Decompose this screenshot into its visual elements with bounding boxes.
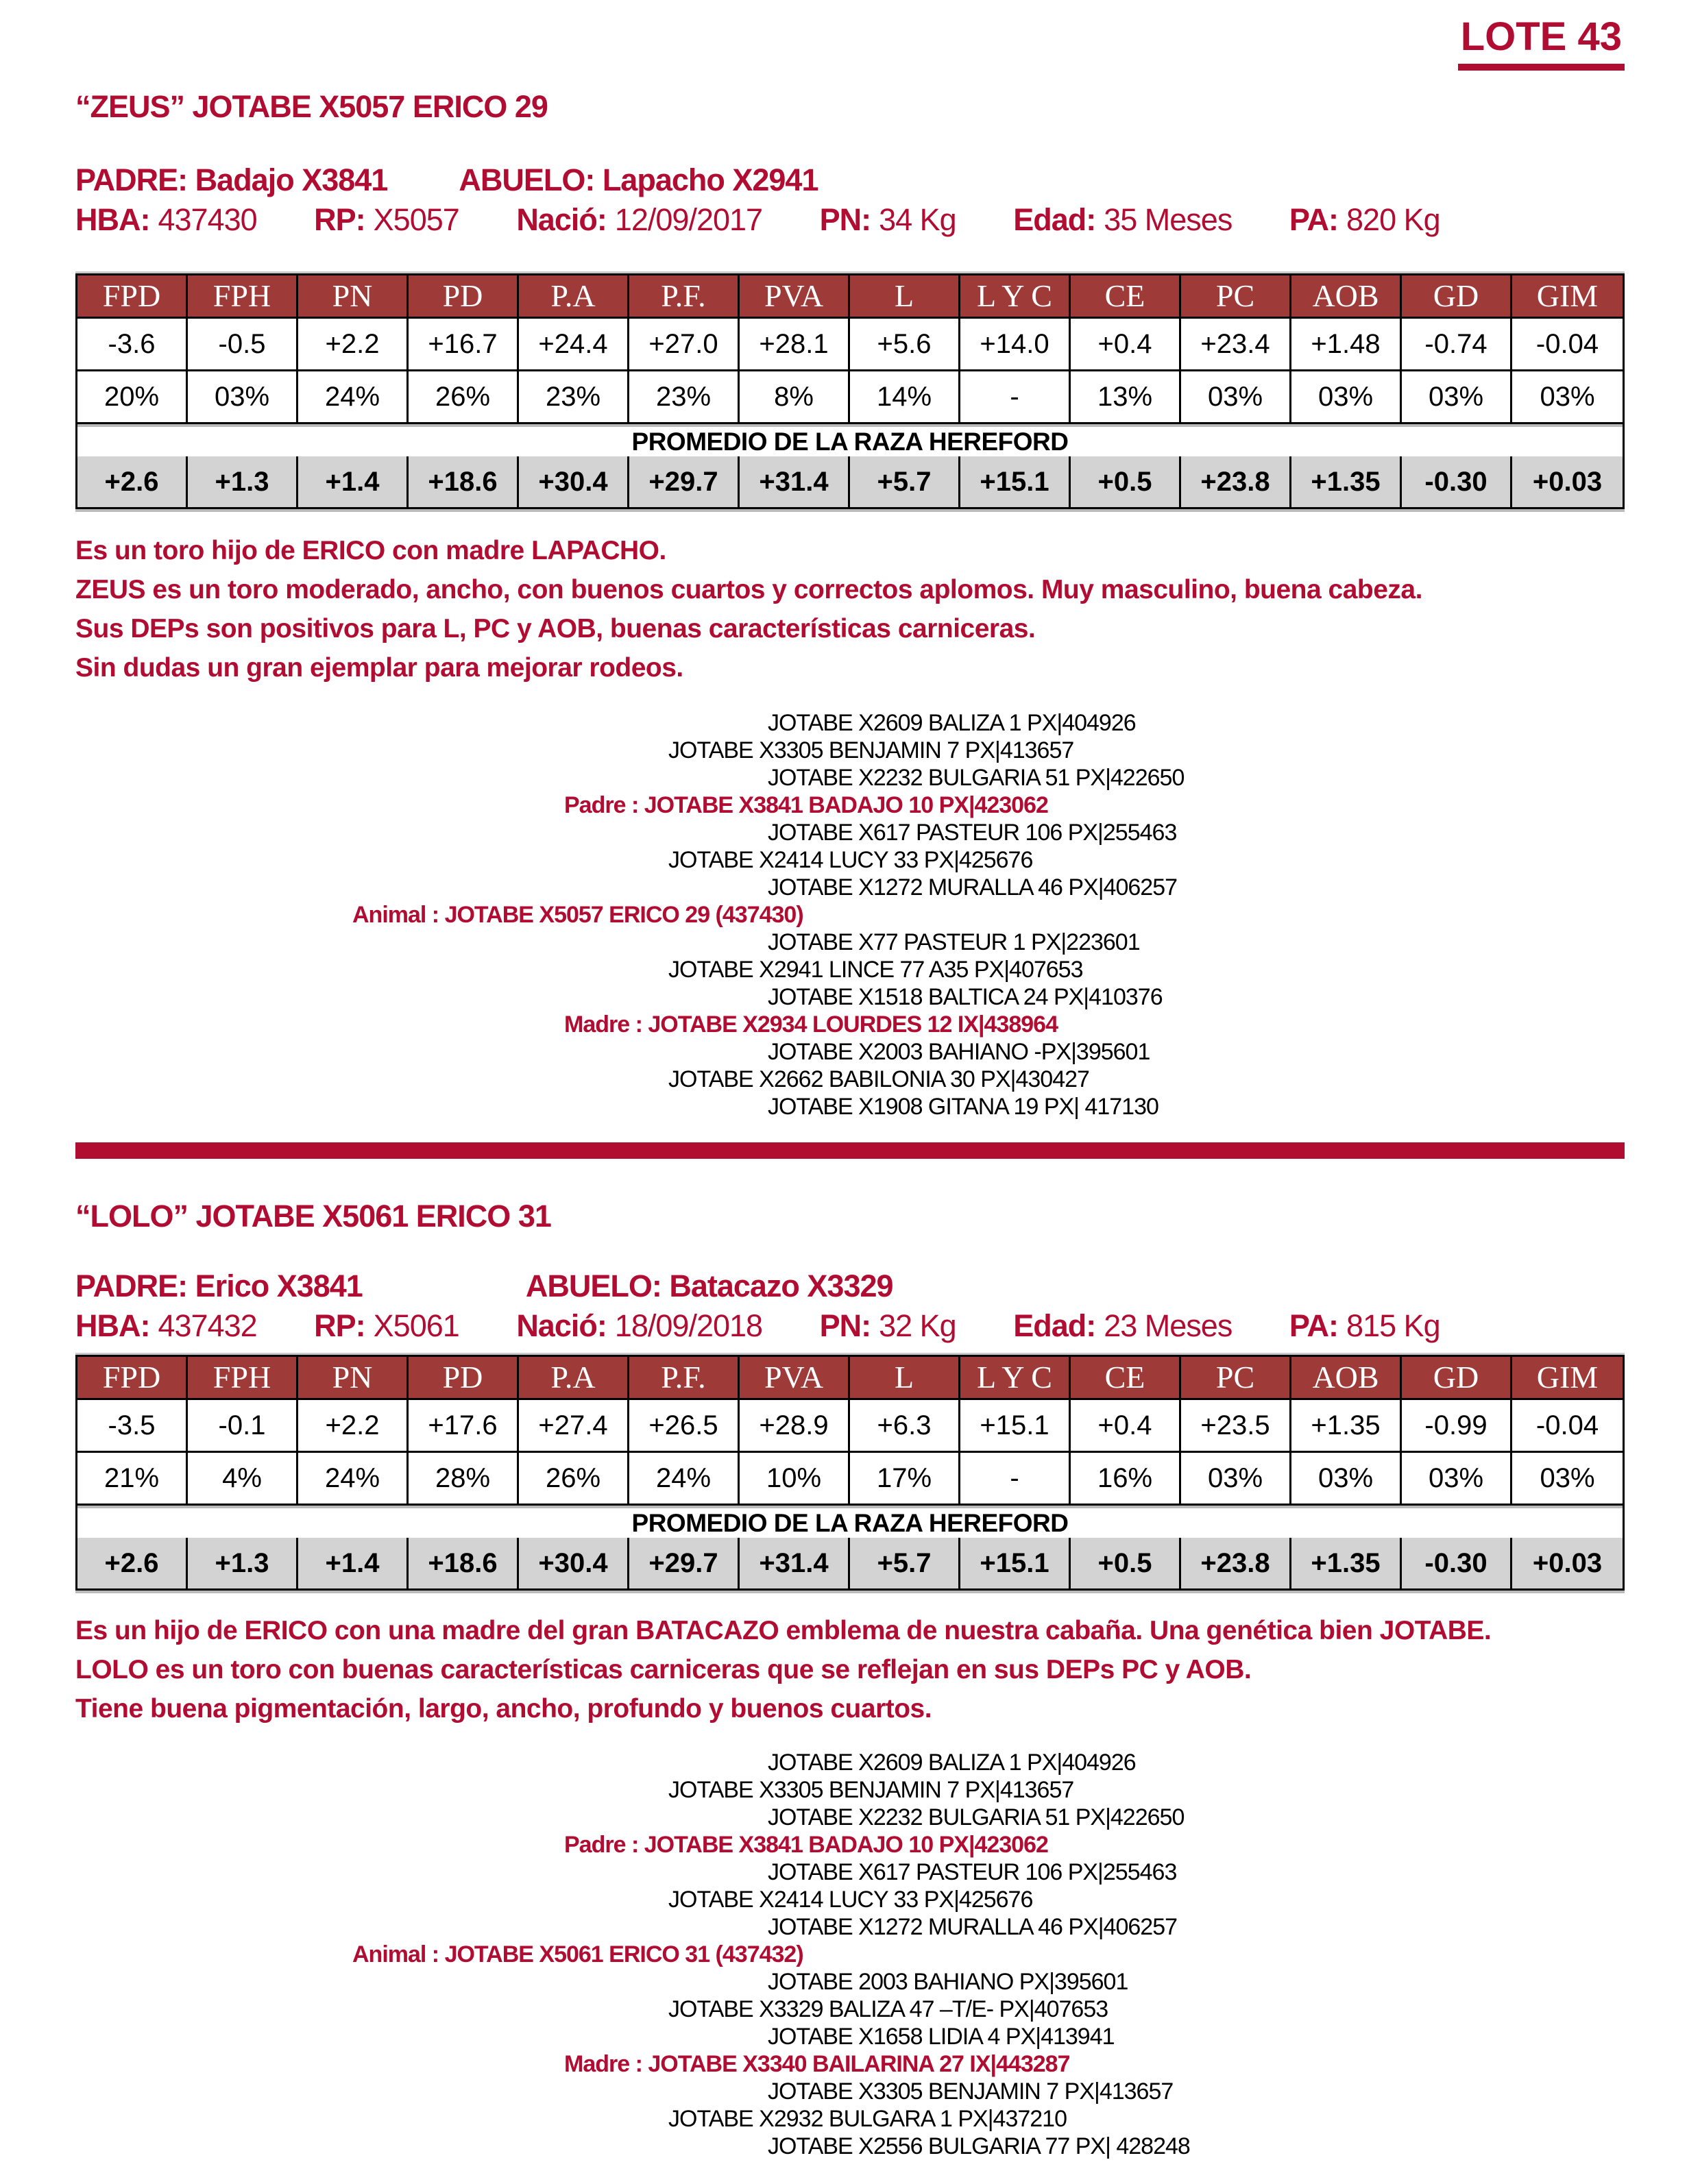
column-header: GD [1402, 1357, 1512, 1398]
dep-value: +6.3 [850, 1400, 960, 1451]
animal-name-heading: “LOLO” JOTABE X5061 ERICO 31 [75, 1199, 551, 1234]
column-header: GIM [1512, 275, 1623, 317]
pedigree-line: JOTABE X3305 BENJAMIN 7 PX|413657 [668, 737, 1074, 763]
pn-value: 32 Kg [879, 1308, 956, 1343]
info-pair-nacio [516, 1308, 762, 1343]
accuracy-value: 03% [1402, 1453, 1512, 1504]
pa-label: PA: [1289, 1308, 1339, 1343]
accuracy-value: 03% [1181, 1453, 1291, 1504]
promedio-value: +1.35 [1291, 456, 1402, 507]
dep-value: -0.1 [188, 1400, 298, 1451]
pa-value: 815 Kg [1346, 1308, 1440, 1343]
dep-value: -0.04 [1535, 1410, 1599, 1440]
promedio-value: +0.03 [1512, 1538, 1623, 1588]
column-header: CE [1071, 1357, 1181, 1398]
column-header: FPD [77, 1357, 188, 1398]
pedigree-line: JOTABE X1658 LIDIA 4 PX|413941 [768, 2024, 1115, 2050]
column-header: P.A [519, 1357, 629, 1398]
pa-label: PA: [1289, 202, 1339, 237]
dep-value: -0.99 [1402, 1400, 1512, 1451]
column-header: PC [1181, 1357, 1291, 1398]
dep-value: +2.2 [298, 1400, 409, 1451]
hba-label: HBA: [75, 202, 150, 237]
column-header: PN [298, 275, 409, 317]
dep-table [75, 1355, 1625, 1591]
accuracy-value: 24% [298, 371, 409, 422]
info-pair-hba [75, 202, 257, 237]
accuracy-value: 13% [1071, 371, 1181, 422]
info-pair-pn [820, 202, 956, 237]
column-header: FPD [77, 275, 188, 317]
edad-value: 23 Meses [1104, 1308, 1232, 1343]
info-pair-hba [75, 1308, 257, 1343]
dep-value: +26.5 [629, 1400, 740, 1451]
pedigree-line: Animal : JOTABE X5061 ERICO 31 (437432) [352, 1941, 803, 1967]
accuracy-value: 17% [850, 1453, 960, 1504]
column-header: FPH [188, 1357, 298, 1398]
description-line: Es un hijo de ERICO con una madre del gran BATACAZO emblema de nuestra cabaña. Una genética bien JOTABE. [75, 1616, 1492, 1645]
nacio-label: Nació: [516, 202, 607, 237]
promedio-value: +2.6 [77, 456, 188, 507]
dep-value: +1.48 [1291, 319, 1402, 369]
accuracy-value: 20% [77, 371, 188, 422]
parent-line [75, 162, 1625, 198]
accuracy-value: 23% [519, 371, 629, 422]
column-header: PVA [740, 1357, 850, 1398]
pedigree-line: JOTABE X2414 LUCY 33 PX|425676 [668, 1887, 1033, 1913]
column-header: PD [409, 275, 519, 317]
accuracy-value: 10% [740, 1453, 850, 1504]
dep-value: +27.0 [629, 319, 740, 369]
promedio-value: +31.4 [740, 1538, 850, 1588]
pedigree-line: JOTABE X77 PASTEUR 1 PX|223601 [768, 929, 1140, 955]
promedio-value: +23.8 [1181, 1538, 1291, 1588]
promedio-value: +5.7 [850, 456, 960, 507]
lot-number-title: LOTE 43 [1458, 14, 1625, 71]
promedio-value: +1.4 [298, 1538, 409, 1588]
promedio-title: PROMEDIO DE LA RAZA HEREFORD [75, 424, 1625, 456]
pn-label: PN: [819, 1308, 871, 1343]
pedigree-line: JOTABE X2932 BULGARA 1 PX|437210 [668, 2106, 1067, 2132]
promedio-value: +1.35 [1291, 1538, 1402, 1588]
column-header: L Y C [960, 1357, 1071, 1398]
info-pair-pa [1289, 202, 1440, 237]
promedio-values-row [75, 456, 1625, 509]
pedigree-line: JOTABE X2662 BABILONIA 30 PX|430427 [668, 1066, 1089, 1092]
column-header: AOB [1291, 1357, 1402, 1398]
pedigree-line: JOTABE X3329 BALIZA 47 –T/E- PX|407653 [668, 1996, 1108, 2022]
dep-value: +24.4 [519, 319, 629, 369]
promedio-value: -0.30 [1402, 1538, 1512, 1588]
rp-label: RP: [314, 1308, 365, 1343]
hba-value: 437430 [158, 202, 257, 237]
section-divider-bar [75, 1142, 1625, 1159]
animal-name-heading: “ZEUS” JOTABE X5057 ERICO 29 [75, 89, 548, 124]
promedio-value: +0.03 [1512, 456, 1623, 507]
padre-text: PADRE: Erico X3841 [75, 1268, 363, 1303]
dep-value: +27.4 [519, 1400, 629, 1451]
dep-value: +16.7 [409, 319, 519, 369]
dep-value: +23.5 [1181, 1400, 1291, 1451]
parent-line [75, 1268, 1625, 1304]
promedio-value: +0.5 [1071, 456, 1181, 507]
pedigree-line: Madre : JOTABE X2934 LOURDES 12 IX|438964 [564, 1011, 1058, 1038]
pedigree-line: JOTABE X1272 MURALLA 46 PX|406257 [768, 874, 1178, 900]
description-line: Sin dudas un gran ejemplar para mejorar rodeos. [75, 653, 683, 683]
pedigree-line: JOTABE X2232 BULGARIA 51 PX|422650 [768, 765, 1185, 791]
dep-value: +17.6 [409, 1400, 519, 1451]
pedigree-line: JOTABE X617 PASTEUR 106 PX|255463 [768, 1859, 1177, 1885]
hba-value: 437432 [158, 1308, 257, 1343]
animal-section-zeus [75, 89, 1625, 1120]
promedio-title: PROMEDIO DE LA RAZA HEREFORD [75, 1506, 1625, 1538]
pedigree-block [75, 709, 1625, 1120]
pedigree-line: JOTABE X2941 LINCE 77 A35 PX|407653 [668, 957, 1083, 983]
info-pair-edad [1013, 1308, 1232, 1343]
column-header: P.F. [629, 275, 740, 317]
info-pair-rp [314, 1308, 459, 1343]
info-pair-nacio [516, 202, 762, 237]
promedio-value: +31.4 [740, 456, 850, 507]
accuracy-value: 03% [1540, 382, 1595, 412]
accuracy-value: 21% [77, 1453, 188, 1504]
description-line: Es un toro hijo de ERICO con madre LAPACHO. [75, 536, 666, 565]
promedio-value: +30.4 [519, 1538, 629, 1588]
info-pair-pn [820, 1308, 956, 1343]
accuracy-values-row [75, 371, 1625, 424]
dep-value: -3.6 [77, 319, 188, 369]
promedio-value: +15.1 [960, 1538, 1071, 1588]
promedio-value: +1.3 [188, 456, 298, 507]
animal-section-lolo [75, 1199, 1625, 2160]
dep-value: -0.74 [1402, 319, 1512, 369]
pedigree-block [75, 1749, 1625, 2160]
accuracy-value: 26% [409, 371, 519, 422]
info-line [75, 1308, 1625, 1344]
accuracy-value: 26% [519, 1453, 629, 1504]
dep-value: +1.35 [1291, 1400, 1402, 1451]
accuracy-value: 03% [1402, 371, 1512, 422]
accuracy-value: 03% [1540, 1463, 1595, 1493]
accuracy-value: 28% [409, 1453, 519, 1504]
dep-value: -3.5 [77, 1400, 188, 1451]
accuracy-value: 03% [1291, 371, 1402, 422]
pedigree-line: Animal : JOTABE X5057 ERICO 29 (437430) [352, 902, 803, 928]
info-pair-pa [1289, 1308, 1440, 1343]
pn-value: 34 Kg [879, 202, 956, 237]
column-header: GIM [1512, 1357, 1623, 1398]
accuracy-value: - [960, 371, 1071, 422]
dep-value: +28.9 [740, 1400, 850, 1451]
dep-value: +23.4 [1181, 319, 1291, 369]
promedio-value: +29.7 [629, 456, 740, 507]
column-header: PD [409, 1357, 519, 1398]
promedio-value: +30.4 [519, 456, 629, 507]
promedio-value: -0.30 [1402, 456, 1512, 507]
pedigree-line: JOTABE X2232 BULGARIA 51 PX|422650 [768, 1804, 1185, 1830]
info-pair-rp [314, 202, 459, 237]
accuracy-value: 8% [740, 371, 850, 422]
dep-value: +14.0 [960, 319, 1071, 369]
description-line: ZEUS es un toro moderado, ancho, con buenos cuartos y correctos aplomos. Muy masculino, buena cabeza. [75, 575, 1422, 604]
dep-table-header-row [75, 1355, 1625, 1400]
accuracy-value: 03% [1181, 371, 1291, 422]
pedigree-line: JOTABE X2003 BAHIANO -PX|395601 [768, 1039, 1150, 1065]
pa-value: 820 Kg [1346, 202, 1440, 237]
dep-value: +0.4 [1071, 319, 1181, 369]
pedigree-line: Padre : JOTABE X3841 BADAJO 10 PX|423062 [564, 1832, 1048, 1858]
description-line: LOLO es un toro con buenas características carniceras que se reflejan en sus DEPs PC y AOB. [75, 1655, 1252, 1684]
accuracy-value: 24% [298, 1453, 409, 1504]
column-header: FPH [188, 275, 298, 317]
edad-value: 35 Meses [1104, 202, 1232, 237]
accuracy-value: - [960, 1453, 1071, 1504]
accuracy-value: 03% [1291, 1453, 1402, 1504]
column-header: PVA [740, 275, 850, 317]
rp-value: X5057 [373, 202, 459, 237]
pedigree-line: JOTABE X617 PASTEUR 106 PX|255463 [768, 820, 1177, 846]
pedigree-line: JOTABE X2414 LUCY 33 PX|425676 [668, 847, 1033, 873]
description-block [75, 1611, 1625, 1728]
edad-label: Edad: [1013, 1308, 1096, 1343]
dep-value: +15.1 [960, 1400, 1071, 1451]
dep-table [75, 273, 1625, 509]
hba-label: HBA: [75, 1308, 150, 1343]
dep-value: +28.1 [740, 319, 850, 369]
dep-value: -0.5 [188, 319, 298, 369]
column-header: GD [1402, 275, 1512, 317]
info-pair-edad [1013, 202, 1232, 237]
column-header: P.F. [629, 1357, 740, 1398]
pedigree-line: Madre : JOTABE X3340 BAILARINA 27 IX|443287 [564, 2051, 1070, 2077]
dep-value: -0.04 [1535, 329, 1599, 359]
rp-label: RP: [314, 202, 365, 237]
column-header: AOB [1291, 275, 1402, 317]
accuracy-value: 16% [1071, 1453, 1181, 1504]
accuracy-value: 14% [850, 371, 960, 422]
accuracy-value: 23% [629, 371, 740, 422]
promedio-value: +5.7 [850, 1538, 960, 1588]
column-header: L Y C [960, 275, 1071, 317]
promedio-value: +18.6 [409, 1538, 519, 1588]
promedio-value: +1.3 [188, 1538, 298, 1588]
dep-value: +5.6 [850, 319, 960, 369]
lot-header [75, 14, 1625, 73]
promedio-value: +23.8 [1181, 456, 1291, 507]
edad-label: Edad: [1013, 202, 1096, 237]
column-header: PN [298, 1357, 409, 1398]
pedigree-line: JOTABE X2609 BALIZA 1 PX|404926 [768, 710, 1136, 736]
accuracy-values-row [75, 1453, 1625, 1506]
promedio-value: +15.1 [960, 456, 1071, 507]
dep-value: +0.4 [1071, 1400, 1181, 1451]
rp-value: X5061 [373, 1308, 459, 1343]
pedigree-line: Padre : JOTABE X3841 BADAJO 10 PX|423062 [564, 792, 1048, 818]
promedio-value: +2.6 [77, 1538, 188, 1588]
pedigree-line: JOTABE X2556 BULGARIA 77 PX| 428248 [768, 2133, 1190, 2159]
dep-value: +2.2 [298, 319, 409, 369]
nacio-label: Nació: [516, 1308, 607, 1343]
column-header: L [850, 1357, 960, 1398]
pedigree-line: JOTABE X3305 BENJAMIN 7 PX|413657 [668, 1777, 1074, 1803]
pedigree-line: JOTABE 2003 BAHIANO PX|395601 [768, 1969, 1128, 1995]
abuelo-text: ABUELO: Batacazo X3329 [525, 1268, 893, 1303]
pedigree-line: JOTABE X2609 BALIZA 1 PX|404926 [768, 1750, 1136, 1776]
dep-values-row [75, 319, 1625, 371]
column-header: CE [1071, 275, 1181, 317]
nacio-value: 12/09/2017 [614, 202, 763, 237]
promedio-values-row [75, 1538, 1625, 1591]
promedio-value: +29.7 [629, 1538, 740, 1588]
pedigree-line: JOTABE X1272 MURALLA 46 PX|406257 [768, 1914, 1178, 1940]
pn-label: PN: [819, 202, 871, 237]
pedigree-line: JOTABE X1518 BALTICA 24 PX|410376 [768, 984, 1163, 1010]
abuelo-text: ABUELO: Lapacho X2941 [459, 162, 818, 197]
promedio-value: +1.4 [298, 456, 409, 507]
column-header: L [850, 275, 960, 317]
nacio-value: 18/09/2018 [614, 1308, 763, 1343]
accuracy-value: 03% [188, 371, 298, 422]
pedigree-line: JOTABE X3305 BENJAMIN 7 PX|413657 [768, 2078, 1174, 2105]
pedigree-line: JOTABE X1908 GITANA 19 PX| 417130 [768, 1094, 1158, 1120]
promedio-value: +18.6 [409, 456, 519, 507]
description-line: Tiene buena pigmentación, largo, ancho, profundo y buenos cuartos. [75, 1694, 932, 1723]
description-line: Sus DEPs son positivos para L, PC y AOB, buenas características carniceras. [75, 614, 1036, 643]
padre-text: PADRE: Badajo X3841 [75, 162, 388, 197]
column-header: P.A [519, 275, 629, 317]
promedio-value: +0.5 [1071, 1538, 1181, 1588]
info-line [75, 202, 1625, 238]
column-header: PC [1181, 275, 1291, 317]
description-block [75, 531, 1625, 687]
dep-table-header-row [75, 273, 1625, 319]
accuracy-value: 24% [629, 1453, 740, 1504]
accuracy-value: 4% [188, 1453, 298, 1504]
dep-values-row [75, 1400, 1625, 1453]
